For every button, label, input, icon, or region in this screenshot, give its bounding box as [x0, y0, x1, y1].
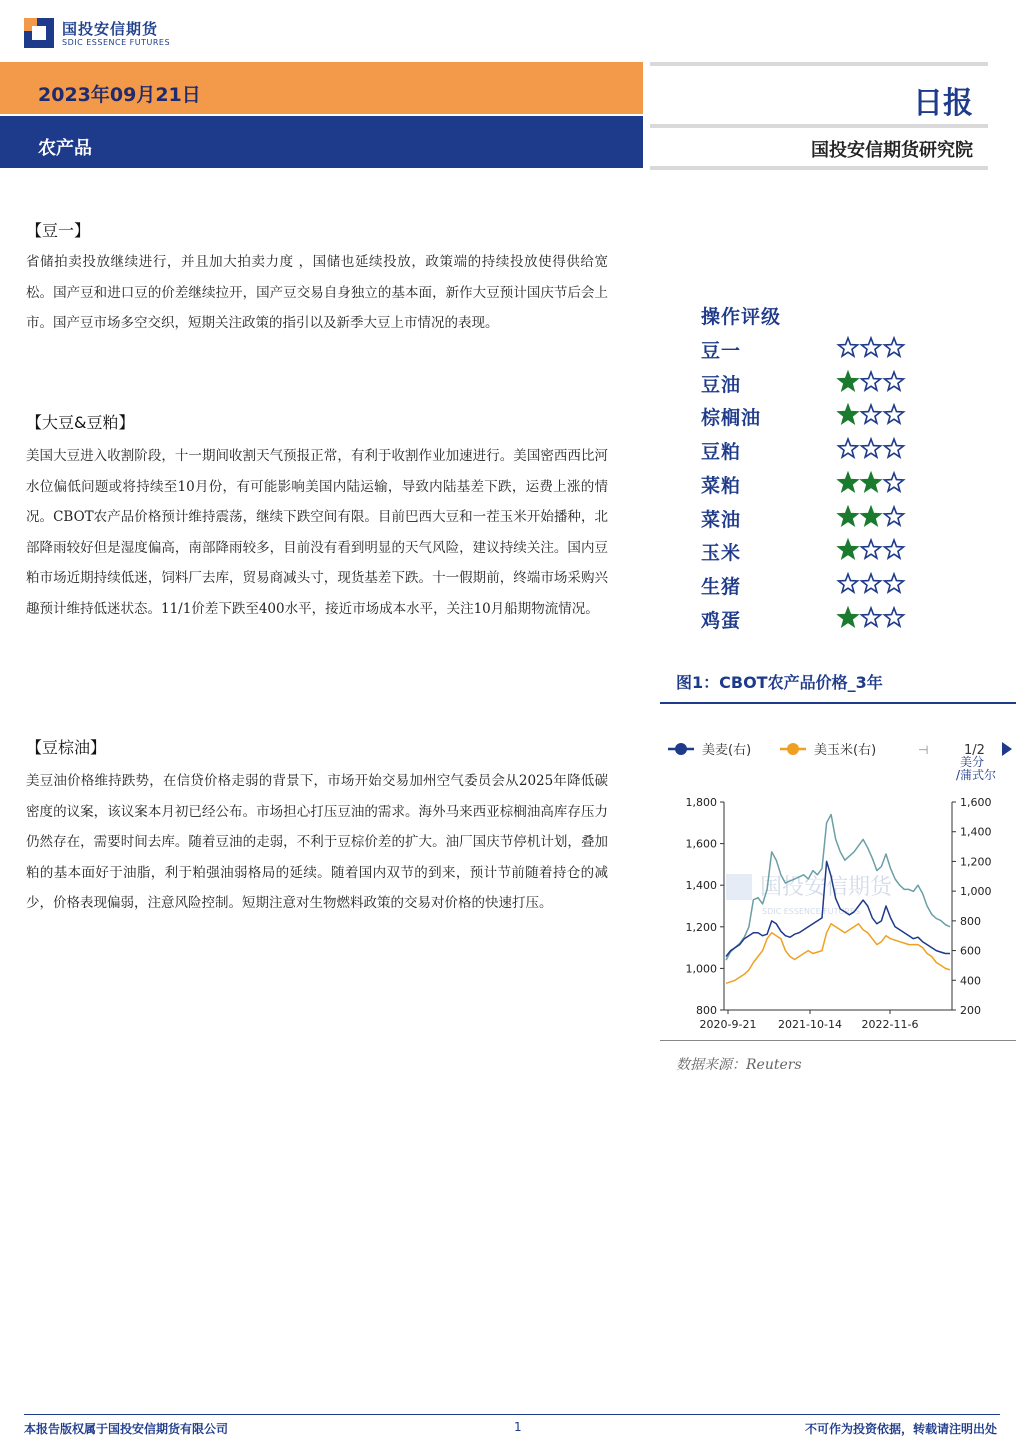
logo-name-en: SDIC ESSENCE FUTURES [62, 38, 171, 47]
rating-stars [836, 505, 908, 529]
section-body-soybean-meal: 美国大豆进入收割阶段，十一期间收割天气预报正常，有利于收割作业加速进行。美国密西西比河水位偏低问题或将持续至10月份，有可能影响美国内陆运输，导致内陆基差下跌，运费上涨的情况。CBOT农产品价格预计维持震荡，继续下跌空间有限。目前巴西大豆和一茬玉米开始播种，北部降雨较好但是湿度偏高，南部降雨较多，目前没有看到明显的天气风险，建议持续关注。国内豆粕市场近期持续低迷，饲料厂去库，贸易商减头寸，现货基差下跌。十一假期前，终端市场采购兴趣预计维持低迷状态。11/1价差下跌至400水平，接近市场成本水平，关注10月船期物流情况。 [26, 448, 608, 617]
rating-title: 操作评级 [701, 306, 782, 328]
rating-stars [836, 403, 908, 427]
rating-stars [836, 606, 908, 630]
report-category: 农产品 [38, 138, 92, 159]
logo-mark-icon [24, 18, 54, 48]
y-left-tick-label: 1,200 [685, 920, 717, 934]
figure-title: 图1：CBOT农产品价格_3年 [676, 673, 883, 692]
rating-commodity-name: 豆油 [701, 373, 742, 396]
star-filled-icon [861, 507, 880, 525]
y-right-tick-label: 800 [960, 914, 981, 928]
figure-title-rule [660, 702, 1016, 704]
y-right-tick-label: 1,200 [960, 855, 992, 869]
rating-row [701, 538, 916, 566]
section-title-soybean-no1: 【豆一】 [26, 221, 91, 240]
section-title-soy-palm-oil: 【豆棕油】 [26, 738, 107, 757]
section-title-soybean-meal: 【大豆&豆粕】 [26, 413, 135, 432]
rating-stars [836, 336, 908, 360]
report-type: 日报 [913, 86, 973, 121]
star-filled-icon [838, 540, 857, 558]
figure-bottom-rule [660, 1040, 1016, 1041]
y-right-tick-label: 1,000 [960, 885, 992, 899]
y-left-tick-label: 800 [696, 1004, 717, 1017]
header-rule-top [650, 62, 988, 66]
rating-commodity-name: 玉米 [701, 542, 742, 565]
star-empty-icon [884, 338, 903, 356]
star-empty-icon [884, 372, 903, 390]
rating-row [701, 505, 916, 533]
y-left-tick-label: 1,400 [685, 879, 717, 893]
star-empty-icon [884, 439, 903, 457]
star-filled-icon [838, 405, 857, 423]
star-empty-icon [884, 608, 903, 626]
rating-commodity-name: 菜油 [701, 508, 742, 531]
rating-stars [836, 437, 908, 461]
star-empty-icon [861, 439, 880, 457]
category-banner [0, 116, 643, 168]
rating-row [701, 403, 916, 431]
rating-row [701, 336, 916, 364]
star-filled-icon [838, 608, 857, 626]
rating-stars [836, 538, 908, 562]
rating-row [701, 606, 916, 634]
institute-name: 国投安信期货研究院 [811, 140, 973, 161]
rating-row [701, 572, 916, 600]
legend-page: 1/2 [964, 743, 985, 758]
rating-commodity-name: 豆粕 [701, 441, 742, 464]
y-left-tick-label: 1,000 [685, 962, 717, 976]
footer-disclaimer: 不可作为投资依据，转载请注明出处 [804, 1422, 997, 1436]
footer-rule [24, 1414, 1000, 1415]
star-filled-icon [861, 473, 880, 491]
rating-row [701, 471, 916, 499]
rating-commodity-name: 棕榈油 [701, 407, 762, 430]
star-empty-icon [861, 372, 880, 390]
legend-more-icon: ⊣ [918, 743, 929, 757]
right-axis-unit-top: 美分 [960, 755, 985, 769]
star-filled-icon [838, 507, 857, 525]
watermark-text: 国投安信期货 [760, 875, 893, 900]
star-empty-icon [861, 574, 880, 592]
section-body-soybean-no1: 省储拍卖投放继续进行，并且加大拍卖力度 ，国储也延续投放，政策端的持续投放使得供给宽松。国产豆和进口豆的价差继续拉开，国产豆交易自身独立的基本面，新作大豆预计国庆节后会上市。国产豆市场多空交织，短期关注政策的指引以及新季大豆上市情况的表现。 [26, 254, 608, 332]
star-empty-icon [838, 439, 857, 457]
watermark-text-en: SDIC ESSENCE FUTURES [762, 907, 861, 916]
y-left-tick-label: 1,800 [685, 796, 717, 809]
x-tick-label: 2021-10-14 [778, 1018, 842, 1031]
x-tick-label: 2022-11-6 [861, 1018, 919, 1031]
star-empty-icon [838, 338, 857, 356]
company-logo [24, 16, 184, 52]
y-right-tick-label: 200 [960, 1004, 981, 1017]
series-line-2 [726, 924, 950, 984]
star-empty-icon [884, 405, 903, 423]
price-chart [660, 724, 1016, 1040]
legend-marker [675, 743, 687, 755]
section-body-soy-palm-oil: 美豆油价格维持跌势，在信贷价格走弱的背景下，市场开始交易加州空气委员会从2025年降低碳密度的议案，该议案本月初已经公布。市场担心打压豆油的需求。海外马来西亚棕榈油高库存压力仍然存在，需要时间去库。随着豆油的走弱，不利于豆棕价差的扩大。油厂国庆节停机计划，叠加粕的基本面好于油脂，利于粕强油弱格局的延续。随着国内双节的到来，预计节前随着持仓的减少，价格表现偏弱，注意风险控制。短期注意对生物燃料政策的交易对价格的快速打压。 [26, 773, 608, 912]
y-right-tick-label: 600 [960, 944, 981, 958]
figure-source: 数据来源：Reuters [676, 1057, 802, 1073]
footer-page-number: 1 [514, 1420, 522, 1434]
star-filled-icon [838, 372, 857, 390]
star-empty-icon [861, 405, 880, 423]
rating-row [701, 437, 916, 465]
star-empty-icon [861, 608, 880, 626]
rating-commodity-name: 豆一 [701, 340, 742, 362]
y-left-tick-label: 1,600 [685, 837, 717, 851]
legend-label: 美麦(右) [702, 743, 752, 758]
rating-commodity-name: 鸡蛋 [701, 609, 742, 632]
legend-marker [787, 743, 799, 755]
right-axis-unit-bottom: /蒲式尔 [956, 768, 997, 782]
star-filled-icon [838, 473, 857, 491]
footer-copyright: 本报告版权属于国投安信期货有限公司 [24, 1422, 229, 1436]
legend-next-icon [1002, 742, 1012, 756]
header-rule-middle [650, 124, 988, 128]
rating-commodity-name: 菜粕 [701, 474, 742, 497]
star-empty-icon [861, 338, 880, 356]
y-right-tick-label: 1,600 [960, 796, 992, 809]
rating-stars [836, 370, 908, 394]
logo-name-cn: 国投安信期货 [62, 20, 159, 38]
rating-row [701, 370, 916, 398]
star-empty-icon [884, 574, 903, 592]
header-rule-bottom [650, 166, 988, 170]
x-tick-label: 2020-9-21 [699, 1018, 757, 1031]
rating-stars [836, 572, 908, 596]
star-empty-icon [884, 507, 903, 525]
y-right-tick-label: 1,400 [960, 825, 992, 839]
report-date: 2023年09月21日 [38, 84, 201, 106]
rating-commodity-name: 生猪 [701, 575, 742, 598]
price-chart-svg [660, 724, 1016, 1040]
watermark-mark-icon [726, 874, 752, 900]
star-empty-icon [838, 574, 857, 592]
rating-stars [836, 471, 908, 495]
star-empty-icon [884, 473, 903, 491]
legend-label: 美玉米(右) [814, 743, 877, 758]
y-right-tick-label: 400 [960, 974, 981, 988]
star-empty-icon [884, 540, 903, 558]
star-empty-icon [861, 540, 880, 558]
